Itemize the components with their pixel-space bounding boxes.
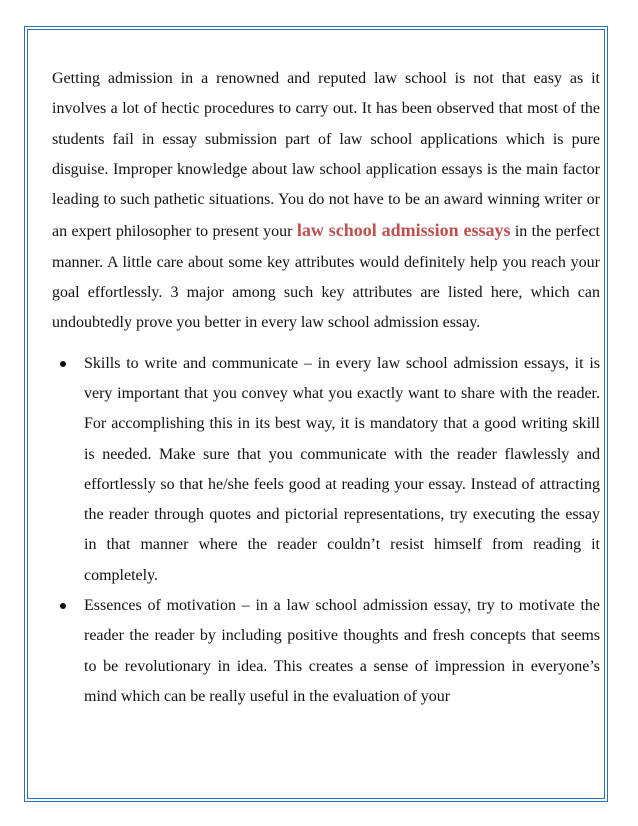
intro-text-end: in the perfect manner. A little care about some key attributes would definitely help you reach your goal effortlessly. 3 major among such key attributes are listed here, which can undoubtedly prove you better in every law school admission essay. [52,223,600,332]
law-school-admission-essays-link[interactable]: law school admission essays [296,220,511,241]
list-item [52,591,600,712]
intro-text-start: Getting admission in a renowned and reputed law school is not that easy as it involves a lot of hectic procedures to carry out. It has been observed that most of the students fail in essay submission part of law school applications which is pure disguise. Improper knowledge about law school application essays is the main factor leading to such pathetic situations. You do not have to be an award winning writer or an expert philosopher to present your [52,70,600,241]
bullet-dot-icon [60,603,66,609]
bullet-text-skills: Skills to write and communicate – in every law school admission essays, it is very important that you convey what you exactly want to share with the reader. For accomplishing this in its best way, it is mandatory that a good writing skill is needed. Make sure that you communicate with the reader flawlessly and effortlessly so that he/she feels good at reading your essay. Instead of attracting the reader through quotes and pictorial representations, try executing the essay in that manner where the reader couldn’t resist himself from reading it completely. [84,354,600,584]
attributes-list [52,349,600,713]
bullet-text-motivation: Essences of motivation – in a law school admission essay, try to motivate the reader the reader by including positive thoughts and fresh concepts that seems to be revolutionary in idea. This creates a sense of impression in everyone’s mind which can be really useful in the evaluation of your [84,597,600,705]
bullet-dot-icon [60,361,66,367]
list-item [52,349,600,591]
document-body [52,64,600,712]
intro-paragraph [52,64,600,339]
